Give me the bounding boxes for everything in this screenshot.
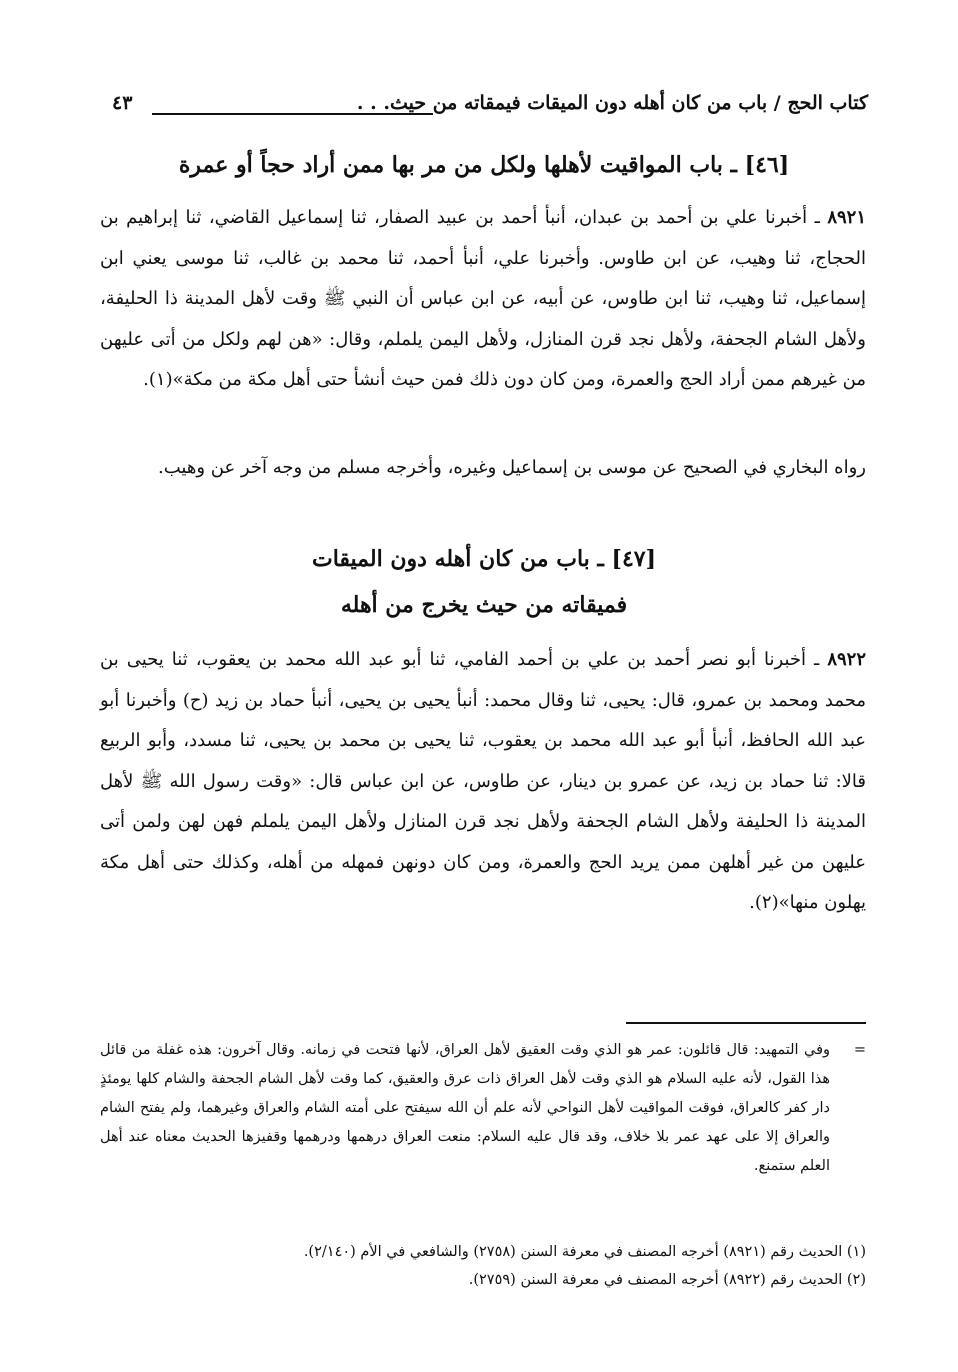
running-header-title: كتاب الحج / باب من كان أهله دون الميقات فيمقاته من حيث. . . [356,92,868,114]
footnote-separator [626,1022,866,1024]
chapter-heading-47-line1: [٤٧] ـ باب من كان أهله دون الميقات [311,546,657,572]
header-rule [152,113,433,115]
page-number: ٤٣ [112,92,133,114]
footnote-1: (١) الحديث رقم (٨٩٢١) أخرجه المصنف في معرفة السنن (٢٧٥٨) والشافعي في الأم (٢/١٤٠). [303,1244,866,1260]
chapter-heading-46: [٤٦] ـ باب المواقيت لأهلها ولكل من مر بها ممن أراد حجاً أو عمرة [178,152,790,178]
footnote-continuation-text: وفي التمهيد: قال قائلون: عمر هو الذي وقت العقيق لأهل العراق، لأنها فتحت في زمانه. وقال آخرون: هذه غفلة من قائل هذا القول، لأنه عليه السلام هو الذي وقت لأهل العراق ذات عرق والعقيق، كما وقت لأهل الشام الجحفة والشام كلها يومئذٍ دار كفر كالعراق، فوقت المواقيت لأهل النواحي لأنه علم أن الله سيفتح على أمته الشام والعراق وغيرهما، ولم يفتح الشام والعراق إلا على عهد عمر بلا خلاف، وقد قال عليه السلام: منعت العراق درهمها ودرهمها وقفيزها الحديث معناه عند أهل العلم ستمنع. [100,1042,830,1174]
footnote-ref-1: (١). [143,369,173,390]
hadith-number: ٨٩٢١ [827,207,866,228]
footnote-continuation [100,1036,866,1181]
hadith-8922 [100,640,866,924]
footnote-2: (٢) الحديث رقم (٨٩٢٢) أخرجه المصنف في معرفة السنن (٢٧٥٩). [468,1272,866,1288]
hadith-8921 [100,198,866,401]
continuation-mark: = [853,1042,866,1058]
chapter-heading-47-line2: فميقاته من حيث يخرج من أهله [340,592,628,618]
running-header [112,92,868,122]
hadith-text: ـ أخبرنا علي بن أحمد بن عبدان، أنبأ أحمد بن عبيد الصفار، ثنا إسماعيل القاضي، ثنا إبراهيم بن الحجاج، ثنا وهيب، عن ابن طاوس. وأخبرنا علي، أنبأ أحمد، ثنا محمد بن غالب، ثنا موسى يعني ابن إسماعيل، ثنا وهيب، ثنا ابن طاوس، عن أبيه، عن ابن عباس أن النبي ﷺ وقت لأهل المدينة ذا الحليفة، ولأهل الشام الجحفة، ولأهل نجد قرن المنازل، ولأهل اليمن يلملم، وقال: «هن لهم ولكل من أتى عليهن من غيرهم ممن أراد الحج والعمرة، ومن كان دون ذلك فمن حيث أنشأ حتى أهل مكة من مكة» [100,207,866,390]
footnote-ref-2: (٢). [749,892,779,913]
hadith-number: ٨٩٢٢ [827,649,866,670]
hadith-text: ـ أخبرنا أبو نصر أحمد بن علي بن أحمد الفامي، ثنا أبو عبد الله محمد بن يعقوب، ثنا يحيى بن محمد ومحمد بن عمرو، قال: يحيى، ثنا وقال محمد: أنبأ يحيى بن يحيى، أنبأ حماد بن زيد (ح) وأخبرنا أبو عبد الله الحافظ، أنبأ أبو عبد الله محمد بن يعقوب، ثنا يحيى بن محمد بن يحيى، ثنا مسدد، وأبو الربيع قالا: ثنا حماد بن زيد، عن عمرو بن دينار، عن طاوس، عن ابن عباس قال: «وقت رسول الله ﷺ لأهل المدينة ذا الحليفة ولأهل الشام الجحفة ولأهل نجد قرن المنازل ولأهل اليمن يلملم فهن لهن ولمن أتى عليهن من غير أهلهن ممن يريد الحج والعمرة، ومن كان دونهن فمهله من أهله، وكذلك حتى أهل مكة يهلون منها» [100,649,866,913]
hadith-8921-note: رواه البخاري في الصحيح عن موسى بن إسماعيل وغيره، وأخرجه مسلم من وجه آخر عن وهيب. [158,457,866,478]
